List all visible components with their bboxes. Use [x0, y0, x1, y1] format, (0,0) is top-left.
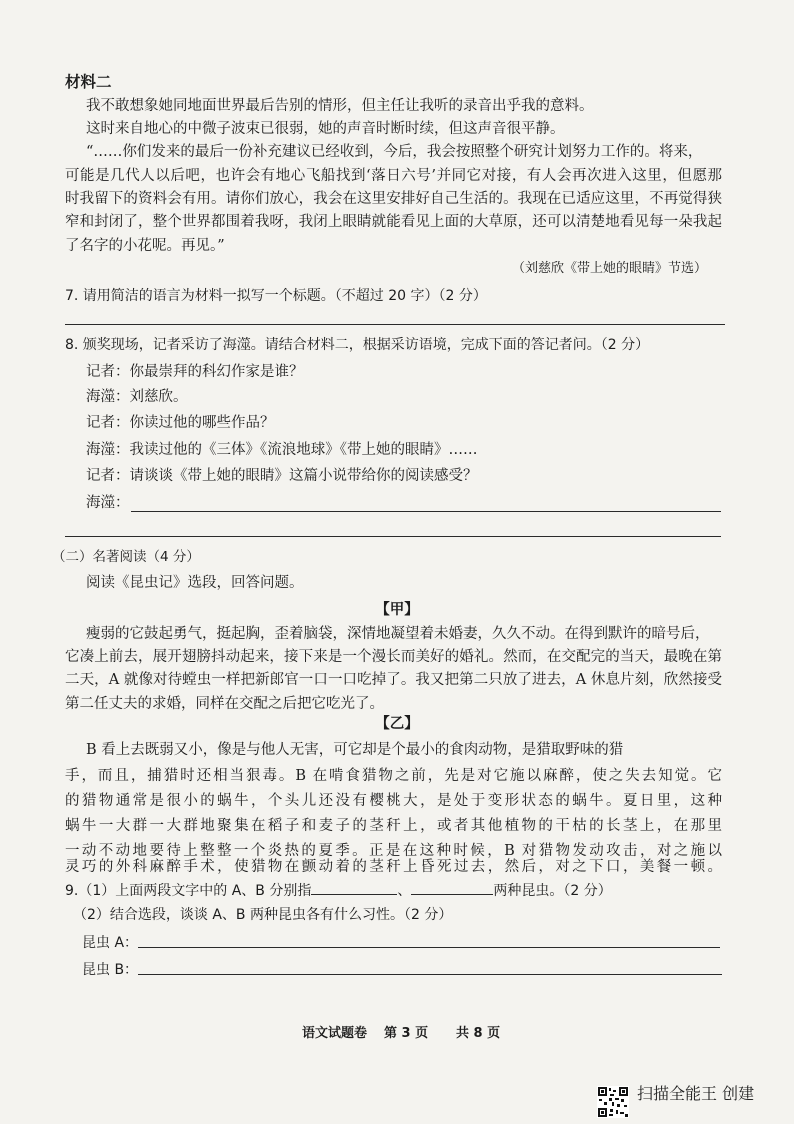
blank-insect-a[interactable] — [311, 878, 397, 895]
answer-line[interactable] — [65, 324, 725, 325]
interview-line: 记者：你最崇拜的科幻作家是谁？ — [86, 364, 304, 380]
material2-paragraph-3-line: “……你们发来的最后一份补充建议已经收到，今后，我会按照整个研究计划努力工作的。将来， — [86, 144, 703, 160]
material2-paragraph-3-line: 可能是几代人以后吧，也许会有地心飞船找到‘落日六号’并同它对接，有人会再次进入这里，但愿那 — [65, 168, 722, 184]
material2-paragraph-1: 我不敢想象她同地面世界最后告别的情形，但主任让我听的录音出乎我的意料。 — [86, 98, 594, 114]
qr-code-icon — [597, 1086, 629, 1118]
blank-insect-b[interactable] — [411, 878, 493, 895]
material2-paragraph-3-line: 了名字的小花呢。再见。” — [65, 238, 225, 254]
excerpt-line: 一动不动地要待上整整一个炎热的夏季。正是在这种时候，B 对猎物发动攻击，对之施以 — [65, 843, 722, 859]
interview-line: 海澨：我读过他的《三体》《流浪地球》《带上她的眼睛》…… — [86, 442, 478, 458]
section-heading: （二）名著阅读（4 分） — [52, 549, 200, 565]
footer-subject: 语文试题卷 — [302, 1026, 368, 1041]
footer-total-pages: 共 8 页 — [456, 1026, 501, 1041]
question-8: 8. 颁奖现场，记者采访了海澨。请结合材料二，根据采访语境，完成下面的答记者问。（2 分） — [65, 337, 650, 353]
answer-line[interactable] — [138, 974, 722, 975]
interview-line: 记者：请谈谈《带上她的眼睛》这篇小说带给你的阅读感受？ — [86, 468, 478, 484]
material2-paragraph-3-line: 窄和封闭了，整个世界都围着我呀，我闭上眼睛就能看见上面的大草原，还可以清楚地看见每一朵我起 — [65, 214, 722, 230]
question-9-part-2: （2）结合选段，谈谈 A、B 两种昆虫各有什么习性。（2 分） — [73, 907, 453, 923]
excerpt-line: 二天，A 就像对待螳虫一样把新郎官一口一口吃掉了。我又把第二只放了进去，A 休息片刻，欣然接受 — [65, 672, 722, 688]
material2-paragraph-3-line: 时我留下的资料会有用。请你们放心，我会在这里安排好自己生活的。我现在已适应这里，不再觉得狭 — [65, 191, 722, 207]
excerpt-line: 第二任丈夫的求婚，同样在交配之后把它吃光了。 — [65, 696, 384, 712]
question-9-part-1-tail: 两种昆虫。（2 分） — [493, 883, 612, 899]
watermark-text: 扫描全能王 创建 — [637, 1084, 755, 1103]
excerpt-line: 瘦弱的它鼓起勇气，挺起胸，歪着脑袋，深情地凝望着未婚妻，久久不动。在得到默许的暗号后， — [86, 626, 710, 642]
excerpt-line: 的猎物通常是很小的蜗牛，个头儿还没有樱桃大，是处于变形状态的蜗牛。夏日里，这种 — [65, 793, 722, 809]
excerpt-line: 蜗牛一大群一大群地聚集在稻子和麦子的茎秆上，或者其他植物的干枯的长茎上，在那里 — [65, 818, 722, 834]
interview-line: 海澨：刘慈欣。 — [86, 389, 188, 405]
answer-label: 海澨： — [86, 495, 130, 511]
interview-line: 记者：你读过他的哪些作品？ — [86, 415, 275, 431]
insect-b-label: 昆虫 B： — [82, 962, 139, 978]
excerpt-yi-title: 【乙】 — [375, 716, 419, 732]
question-7: 7. 请用简洁的语言为材料一拟写一个标题。（不超过 20 字）（2 分） — [65, 288, 487, 304]
excerpt-line: 手，而且，捕猎时还相当狠毒。B 在啃食猎物之前，先是对它施以麻醉，使之失去知觉。它 — [65, 768, 722, 784]
answer-line[interactable] — [65, 536, 721, 537]
excerpt-line: 它凑上前去，展开翅膀抖动起来，接下来是一个漫长而美好的婚礼。然而，在交配完的当天，最晚在第 — [65, 649, 722, 665]
footer-page-number: 第 3 页 — [384, 1026, 429, 1041]
excerpt-line: B 看上去既弱又小，像是与他人无害，可它却是个最小的食肉动物，是猎取野味的猎 — [86, 742, 624, 758]
excerpt-line: 灵巧的外科麻醉手术，使猎物在颤动着的茎秆上昏死过去，然后，对之下口，美餐一顿。 — [65, 859, 722, 875]
question-9-part-1-lead: 9.（1）上面两段文字中的 A、B 分别指 — [65, 883, 312, 899]
blank-separator: 、 — [397, 883, 412, 899]
excerpt-jia-title: 【甲】 — [375, 602, 419, 618]
insect-a-label: 昆虫 A： — [82, 935, 139, 951]
answer-line[interactable] — [138, 947, 720, 948]
question-9-part-1 — [65, 878, 612, 901]
answer-line[interactable] — [131, 511, 721, 512]
material2-heading: 材料二 — [65, 73, 112, 91]
material2-paragraph-2: 这时来自地心的中微子波束已很弱，她的声音时断时续，但这声音很平静。 — [86, 121, 565, 137]
material2-source: （刘慈欣《带上她的眼睛》节选） — [512, 261, 708, 276]
section-instruction: 阅读《昆虫记》选段，回答问题。 — [86, 575, 304, 591]
